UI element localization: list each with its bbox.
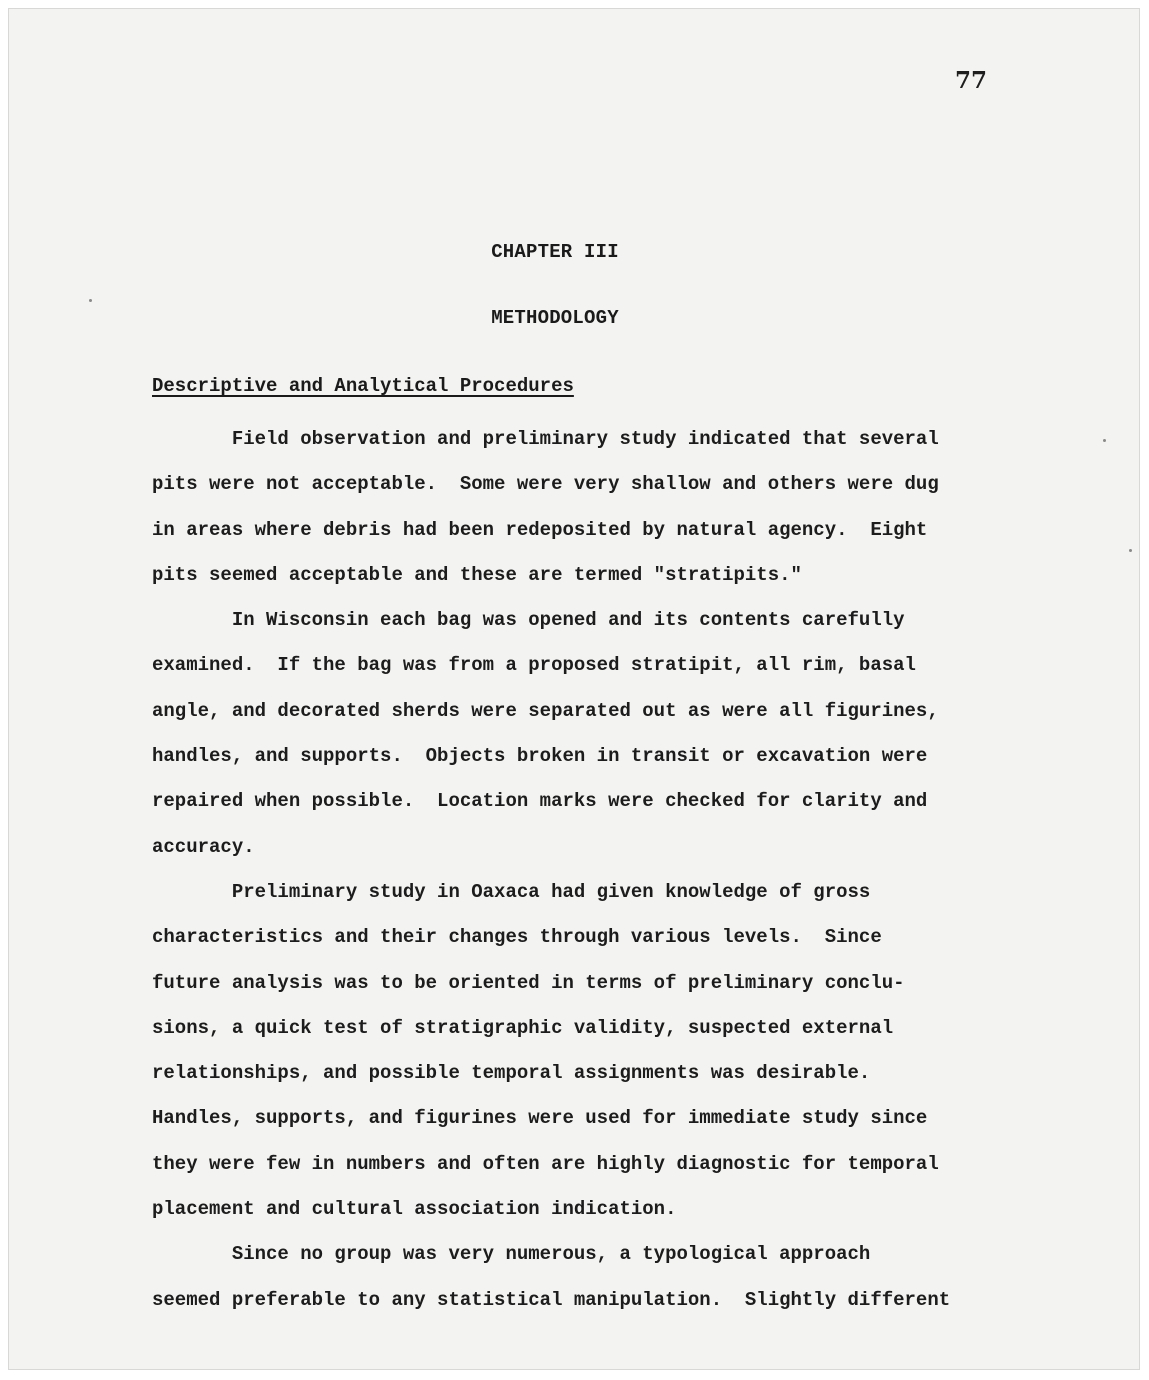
text-line: relationships, and possible temporal assignments was desirable. xyxy=(152,1062,871,1085)
text-line: Handles, supports, and figurines were used for immediate study since xyxy=(152,1107,928,1130)
text-line: repaired when possible. Location marks were checked for clarity and xyxy=(152,790,928,813)
paper-speck xyxy=(1129,549,1132,552)
text-line: pits seemed acceptable and these are termed "stratipits." xyxy=(152,563,802,586)
text-line: accuracy. xyxy=(152,835,255,858)
paper-speck xyxy=(1103,439,1106,442)
text-line: placement and cultural association indication. xyxy=(152,1198,677,1221)
text-line: Field observation and preliminary study indicated that several xyxy=(152,428,939,450)
body-text xyxy=(152,417,992,1323)
text-line: seemed preferable to any statistical manipulation. Slightly different xyxy=(152,1288,951,1311)
text-line: in areas where debris had been redeposited by natural agency. Eight xyxy=(152,518,928,541)
text-line: characteristics and their changes through various levels. Since xyxy=(152,926,882,949)
chapter-title: METHODOLOGY xyxy=(491,307,619,329)
text-line: handles, and supports. Objects broken in transit or excavation were xyxy=(152,745,928,768)
document-page xyxy=(8,8,1140,1370)
text-line: they were few in numbers and often are highly diagnostic for temporal xyxy=(152,1152,939,1175)
text-line: Since no group was very numerous, a typological approach xyxy=(152,1243,871,1266)
chapter-heading: CHAPTER III xyxy=(491,241,619,263)
page-number: 77 xyxy=(955,67,988,94)
paper-speck xyxy=(89,299,92,302)
text-line: pits were not acceptable. Some were very shallow and others were dug xyxy=(152,473,939,496)
text-line: In Wisconsin each bag was opened and its contents carefully xyxy=(152,609,905,632)
section-heading: Descriptive and Analytical Procedures xyxy=(152,375,574,397)
text-line: examined. If the bag was from a proposed stratipit, all rim, basal xyxy=(152,654,916,677)
text-line: Preliminary study in Oaxaca had given knowledge of gross xyxy=(152,880,871,903)
text-line: future analysis was to be oriented in terms of preliminary conclu- xyxy=(152,971,905,994)
text-line: angle, and decorated sherds were separated out as were all figurines, xyxy=(152,699,939,722)
text-line: sions, a quick test of stratigraphic validity, suspected external xyxy=(152,1016,894,1039)
